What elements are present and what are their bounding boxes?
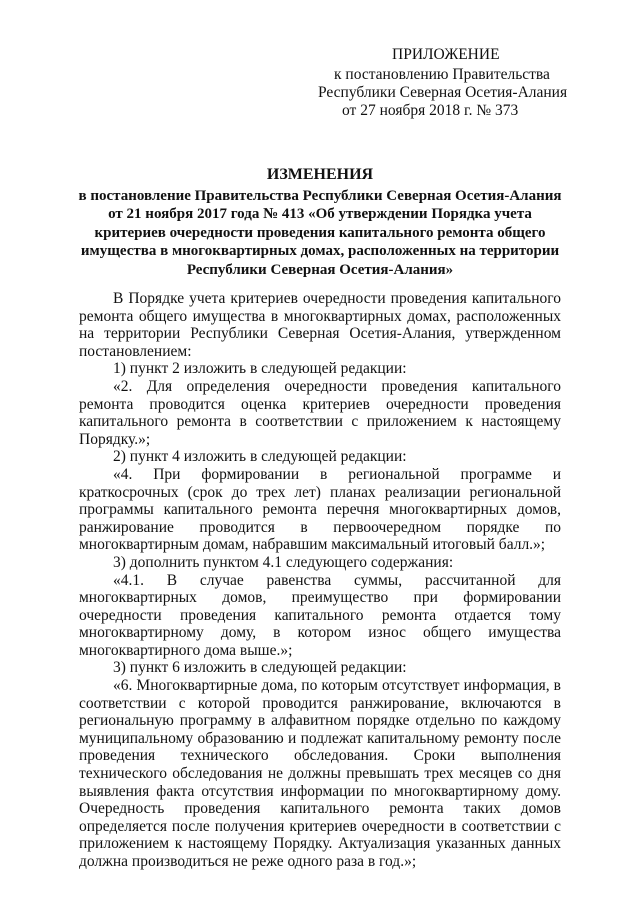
document-title-block: [70, 166, 570, 280]
title-line: от 21 ноября 2017 года № 413 «Об утверждении Порядка учета: [108, 206, 532, 223]
body-paragraph: 3) дополнить пунктом 4.1 следующего содержания:: [113, 553, 454, 571]
body-paragraph: «6. Многоквартирные дома, по которым отсутствует информация, в соответствии с которой проводится ранжирование, включаются в региональную программу в алфавитном порядке отдельно по каждому муниципальному образованию и подлежат капитальному ремонту после проведения технического обследования. Сроки выполнения технического обследования не должны превышать трех месяцев со дня выявления факта отсутствия информации по многоквартирному дому. Очередность проведения капитального ремонта таких домов определяется после получения критериев очередности в соответствии с приложением к настоящему Порядку. Актуализация указанных данных должна производиться не реже одного раза в год.»;: [79, 677, 561, 870]
body-paragraph: 2) пункт 4 изложить в следующей редакции:: [113, 448, 407, 466]
body-paragraph: 1) пункт 2 изложить в следующей редакции:: [113, 360, 407, 378]
title-line: критериев очередности проведения капитального ремонта общего: [94, 224, 546, 241]
document-body: [79, 290, 561, 871]
appendix-title: ПРИЛОЖЕНИЕ: [392, 46, 500, 63]
appendix-header: [300, 46, 600, 120]
body-paragraph: В Порядке учета критериев очередности проведения капитального ремонта общего имущества в многоквартирных домах, расположенных на территории Республики Северная Осетия-Алания, утвержденном постановлением:: [79, 290, 561, 360]
document-title: ИЗМЕНЕНИЯ: [266, 166, 374, 183]
body-paragraph: 3) пункт 6 изложить в следующей редакции:: [113, 659, 407, 677]
body-paragraph: «4. При формировании в региональной программе и краткосрочных (срок до трех лет) планах реализации региональной программы капитального ремонта перечня многоквартирных домов, ранжирование проводится в первоочередном порядке по многоквартирным домам, набравшим максимальный итоговый балл.»;: [79, 465, 561, 554]
appendix-line-republic: Республики Северная Осетия-Алания: [318, 84, 568, 101]
title-line: имущества в многоквартирных домах, расположенных на территории: [80, 243, 560, 260]
body-paragraph: «4.1. В случае равенства суммы, рассчитанной для многоквартирных домов, преимущество при формировании очередности проведения капитального ремонта отдается тому многоквартирному дому, в котором износ общего имущества многоквартирного дома выше.»;: [79, 571, 561, 659]
appendix-line-decree: к постановлению Правительства: [334, 66, 550, 83]
title-line: Республики Северная Осетия-Алания»: [186, 261, 454, 278]
appendix-line-date-number: от 27 ноября 2018 г. № 373: [342, 102, 519, 119]
body-paragraph: «2. Для определения очередности проведения капитального ремонта проводится оценка критериев очередности проведения капитального ремонта в соответствии с приложением к настоящему Порядку.»;: [79, 377, 561, 448]
title-line: в постановление Правительства Республики Северная Осетия-Алания: [78, 187, 562, 204]
